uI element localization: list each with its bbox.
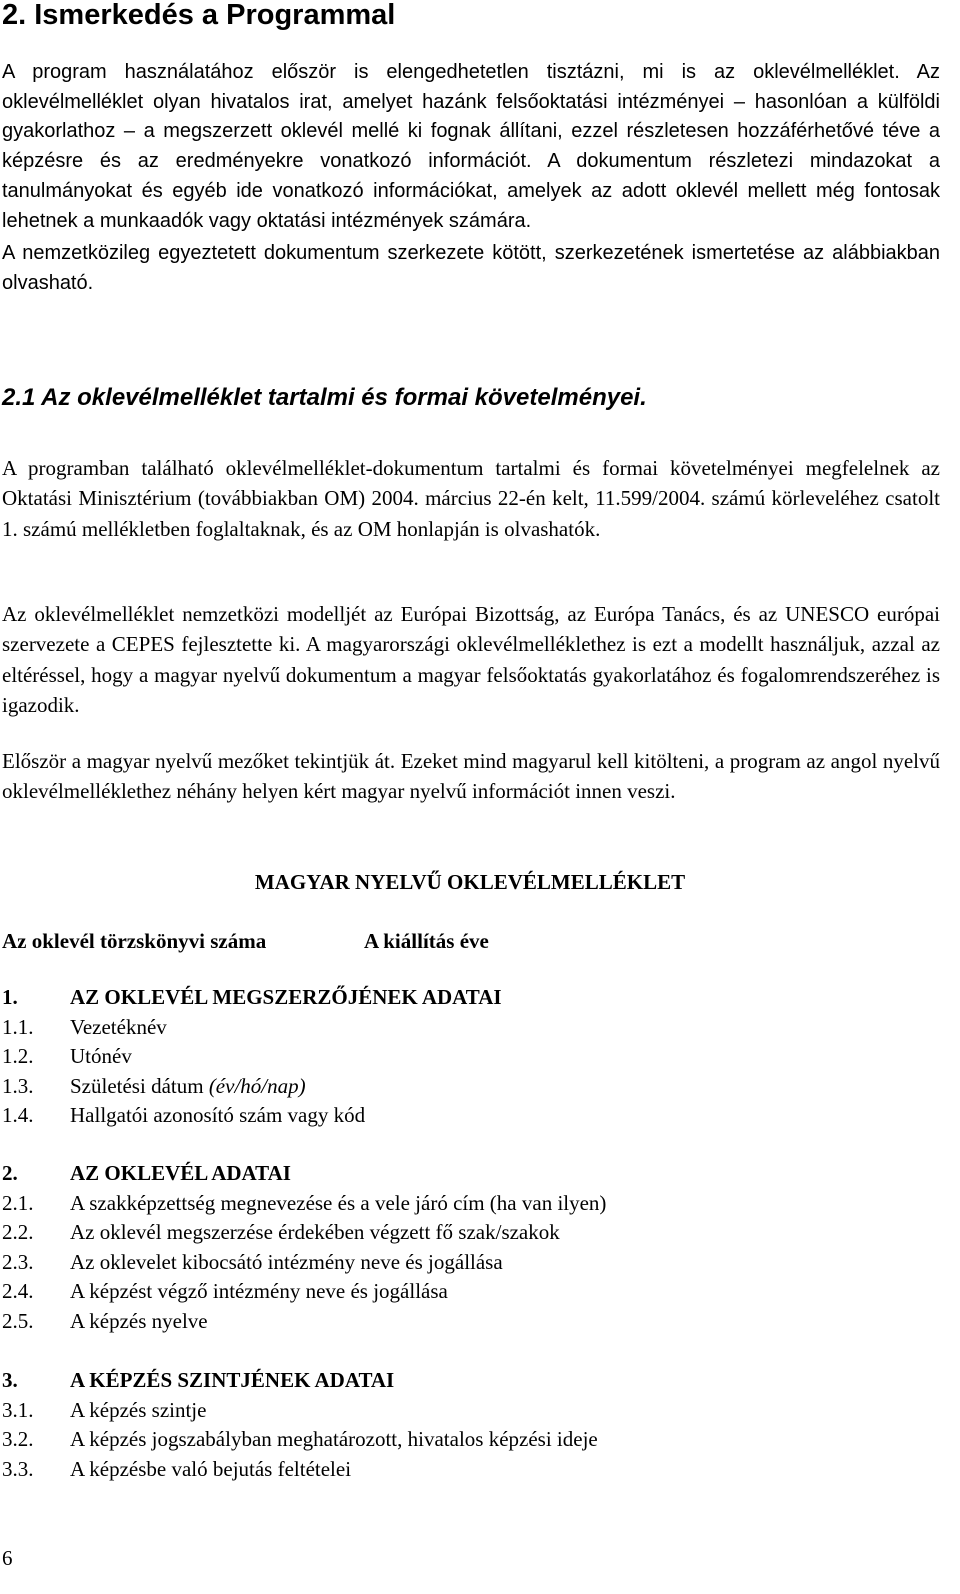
- section-header: [2, 1366, 940, 1396]
- section-number: 1.: [2, 985, 18, 1009]
- body-paragraph: A programban található oklevélmelléklet-dokumentum tartalmi és formai követelményei megfelelnek az Oktatási Minisztérium (továbbiakban OM) 2004. március 22-én kelt, 11.599/2004. számú körleveléhez csatolt 1. számú mellékletben foglaltaknak, és az OM honlapján is olvashatók.: [2, 456, 940, 541]
- item-label: A képzés nyelve: [70, 1308, 208, 1333]
- list-item: [2, 1277, 940, 1307]
- item-label: Hallgatói azonosító szám vagy kód: [70, 1103, 366, 1127]
- section-title: AZ OKLEVÉL MEGSZERZŐJÉNEK ADATAI: [70, 985, 502, 1009]
- item-number: 2.1.: [2, 1190, 34, 1215]
- intro-paragraph: A program használatához először is elengedhetetlen tisztázni, mi is az oklevélmelléklet. Az oklevélmelléklet olyan hivatalos irat, amelyet hazánk felsőoktatási intézményei – hasonlóan a külföldi gyakorlathoz – a megszerzett oklevél mellé ki fognak állítani, ezzel részletesen hozzáférhetővé téve a képzésre és az eredményekre vonatkozó információt. A dokumentum részletezi mindazokat a tanulmányokat és egyéb ide vonatkozó információkat, amelyek az adott oklevél mellett még fontosak lehetnek a munkaadók vagy oktatási intézmények számára.: [2, 61, 940, 232]
- item-label: Születési dátum: [70, 1073, 209, 1098]
- form-title: MAGYAR NYELVŰ OKLEVÉLMELLÉKLET: [254, 870, 686, 894]
- list-item: [2, 1042, 940, 1072]
- section-title: A KÉPZÉS SZINTJÉNEK ADATAI: [70, 1368, 395, 1392]
- body-paragraph: Először a magyar nyelvű mezőket tekintjük át. Ezeket mind magyarul kell kitölteni, a program az angol nyelvű oklevélmelléklethez néhány helyen kért magyar nyelvű információt innen veszi.: [2, 749, 940, 804]
- item-number: 2.5.: [2, 1308, 34, 1333]
- section-heading: 2. Ismerkedés a Programmal: [2, 0, 396, 31]
- subsection-heading: 2.1 Az oklevélmelléklet tartalmi és formai követelményei.: [2, 384, 647, 411]
- list-item: [2, 1072, 940, 1102]
- item-number: 1.1.: [2, 1014, 34, 1039]
- field-issue-year: A kiállítás éve: [364, 929, 489, 953]
- list-item: [2, 1101, 940, 1131]
- form-section: [2, 983, 940, 1131]
- section-number: 2.: [2, 1161, 18, 1185]
- item-number: 2.3.: [2, 1249, 34, 1274]
- field-registry-number: Az oklevél törzskönyvi száma: [2, 929, 267, 953]
- section-title: AZ OKLEVÉL ADATAI: [70, 1161, 291, 1185]
- form-section: [2, 1366, 940, 1484]
- item-number: 2.2.: [2, 1220, 34, 1244]
- list-item: [2, 1189, 940, 1219]
- page-number: 6: [2, 1546, 13, 1570]
- item-label: A képzést végző intézmény neve és jogállása: [70, 1279, 448, 1303]
- item-label: Vezetéknév: [70, 1014, 167, 1039]
- section-number: 3.: [2, 1368, 18, 1392]
- item-label: Az oklevél megszerzése érdekében végzett fő szak/szakok: [70, 1220, 560, 1244]
- item-label: A szakképzettség megnevezése és a vele járó cím (ha van ilyen): [70, 1190, 607, 1215]
- list-item: [2, 1455, 940, 1485]
- item-number: 1.2.: [2, 1044, 34, 1068]
- list-item: [2, 1396, 940, 1426]
- list-item: [2, 1248, 940, 1278]
- item-label: Az oklevelet kibocsátó intézmény neve és jogállása: [70, 1249, 503, 1274]
- list-item: [2, 1425, 940, 1455]
- section-header: [2, 1159, 940, 1189]
- list-item: [2, 1013, 940, 1043]
- list-item: [2, 1218, 940, 1248]
- list-item: [2, 1307, 940, 1337]
- item-number: 1.3.: [2, 1073, 34, 1098]
- item-label: A képzésbe való bejutás feltételei: [70, 1456, 352, 1481]
- section-header: [2, 983, 940, 1013]
- item-number: 3.3.: [2, 1456, 34, 1481]
- item-label: A képzés jogszabályban meghatározott, hivatalos képzési ideje: [70, 1427, 598, 1451]
- item-number: 2.4.: [2, 1279, 34, 1303]
- top-fields: [2, 927, 489, 955]
- item-number: 3.1.: [2, 1397, 34, 1422]
- item-number: 3.2.: [2, 1427, 34, 1451]
- body-paragraph: Az oklevélmelléklet nemzetközi modelljét az Európai Bizottság, az Európa Tanács, és az UNESCO európai szervezete a CEPES fejlesztette ki. A magyarországi oklevélmelléklethez is ezt a modellt használjuk, azzal az eltéréssel, hogy a magyar nyelvű dokumentum a magyar felsőoktatás gyakorlatához és fogalomrendszeréhez is igazodik.: [2, 602, 940, 717]
- item-hint: (év/hó/nap): [208, 1073, 306, 1098]
- intro-paragraph: A nemzetközileg egyeztetett dokumentum szerkezete kötött, szerkezetének ismertetése az alábbiakban olvasható.: [2, 242, 940, 294]
- item-label: A képzés szintje: [70, 1397, 207, 1422]
- item-label: Utónév: [70, 1044, 132, 1068]
- form-section: [2, 1159, 940, 1336]
- item-number: 1.4.: [2, 1103, 34, 1127]
